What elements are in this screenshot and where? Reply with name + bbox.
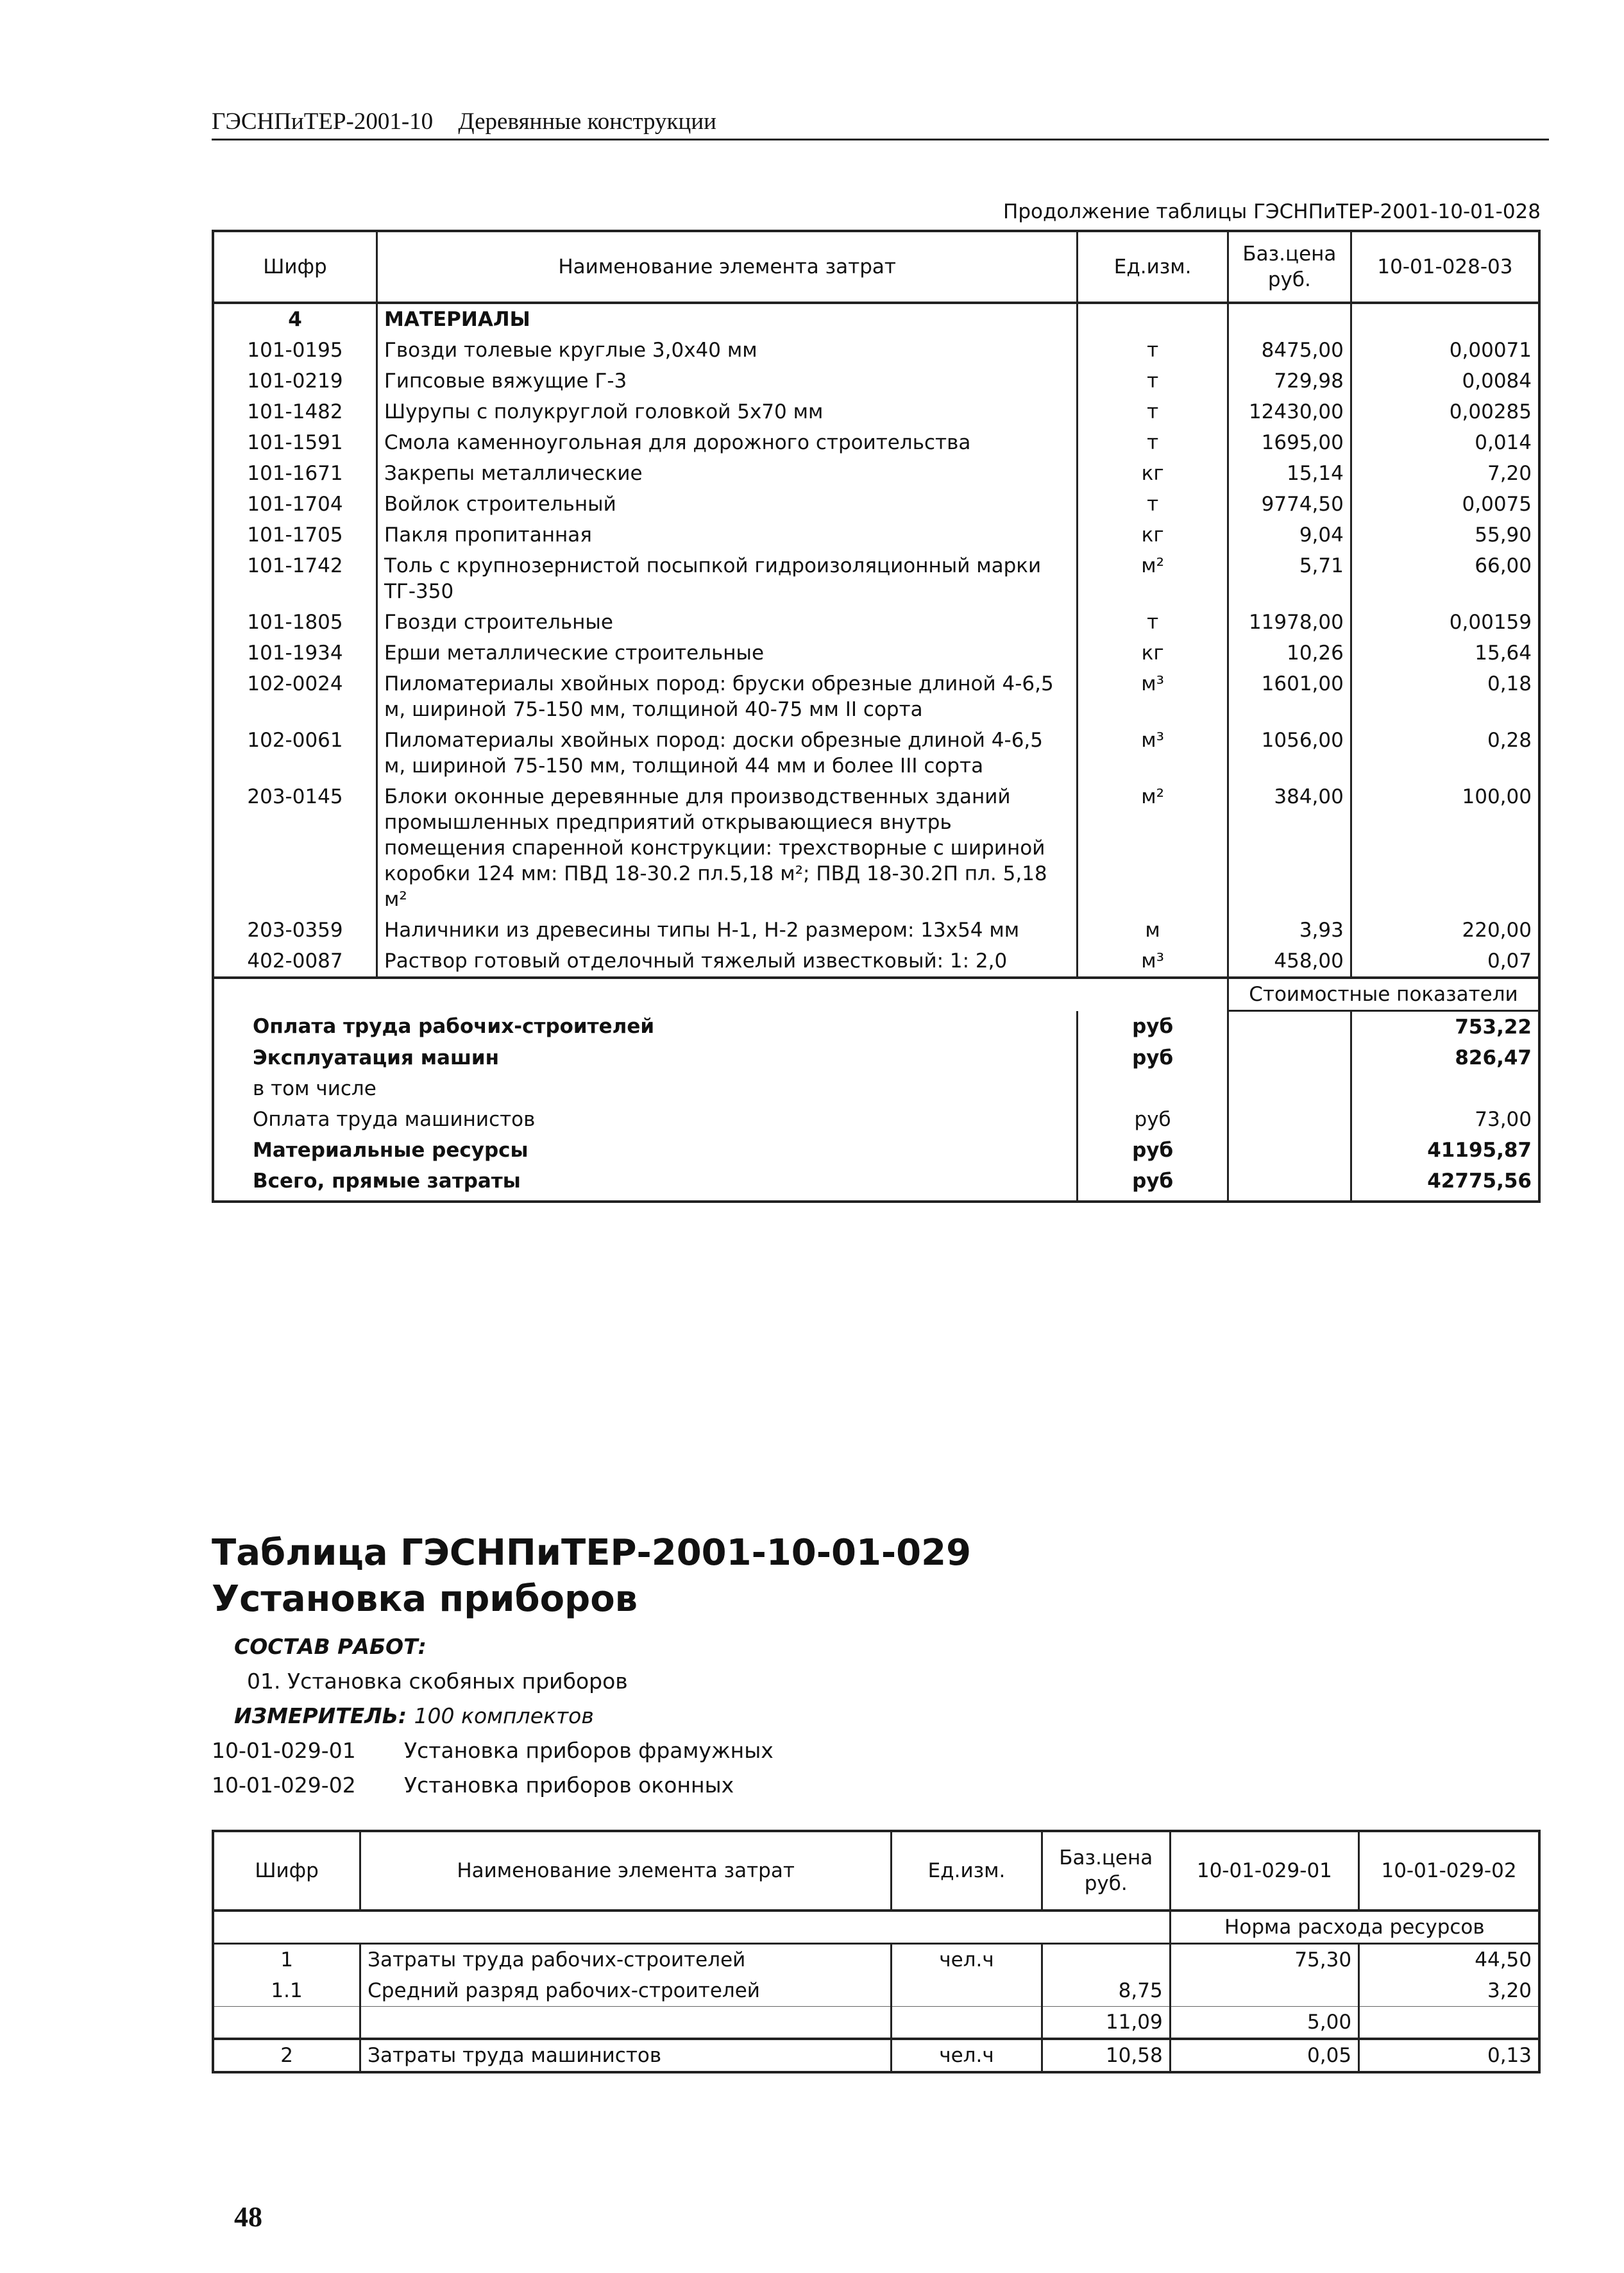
cell-name: Наличники из древесины типы Н-1, Н-2 размером: 13х54 мм <box>377 915 1078 946</box>
column-header: Шифр <box>213 231 377 303</box>
page-number: 48 <box>234 2201 262 2233</box>
cell-price: 729,98 <box>1228 366 1351 396</box>
cell-code: 102-0024 <box>213 668 377 725</box>
cell-price: 1056,00 <box>1228 725 1351 781</box>
page-header <box>212 108 1549 140</box>
table-row <box>213 2039 1539 2072</box>
table-row <box>213 725 1539 781</box>
norm-caption-row <box>213 1911 1539 1944</box>
table-row <box>213 2007 1539 2039</box>
cell-price: 1695,00 <box>1228 427 1351 458</box>
cell-value-01: 75,30 <box>1170 1944 1358 1976</box>
cell-price: 458,00 <box>1228 946 1351 978</box>
materials-table <box>212 230 1541 1203</box>
cell-value: 0,014 <box>1351 427 1539 458</box>
cell-name: Гвозди толевые круглые 3,0х40 мм <box>377 335 1078 366</box>
cell-name: Затраты труда машинистов <box>360 2039 892 2072</box>
cell-unit: м³ <box>1078 725 1228 781</box>
cell-code: 1 <box>213 1944 360 1976</box>
variant-line <box>212 1768 774 1803</box>
cell-unit: т <box>1078 366 1228 396</box>
cost-caption-spacer <box>213 978 1228 1011</box>
cell-value: 7,20 <box>1351 458 1539 489</box>
column-header: Наименование элемента затрат <box>377 231 1078 303</box>
cell-price <box>1042 1944 1170 1976</box>
cell-price: 8,75 <box>1042 1975 1170 2007</box>
cell-unit: т <box>1078 489 1228 520</box>
table-row <box>213 1975 1539 2007</box>
summary-unit: руб <box>1078 1135 1228 1166</box>
cell-price: 3,93 <box>1228 915 1351 946</box>
table-row <box>213 946 1539 978</box>
meter-label: ИЗМЕРИТЕЛЬ: <box>234 1703 407 1728</box>
summary-unit: руб <box>1078 1104 1228 1135</box>
cell-value: 100,00 <box>1351 781 1539 915</box>
cell-name: Пакля пропитанная <box>377 520 1078 550</box>
cell-unit <box>892 2007 1042 2039</box>
cell-price: 9774,50 <box>1228 489 1351 520</box>
cell-unit: чел.ч <box>892 1944 1042 1976</box>
summary-label: Материальные ресурсы <box>213 1135 1078 1166</box>
cell-code: 101-0195 <box>213 335 377 366</box>
summary-value: 753,22 <box>1351 1011 1539 1043</box>
table-row <box>213 781 1539 915</box>
cell-unit: т <box>1078 607 1228 638</box>
variant-name: Установка приборов фрамужных <box>404 1738 774 1763</box>
cell-value: 0,00071 <box>1351 335 1539 366</box>
column-header: Шифр <box>213 1831 360 1911</box>
table-row <box>213 396 1539 427</box>
column-header: Баз.цена руб. <box>1042 1831 1170 1911</box>
cell-code: 203-0359 <box>213 915 377 946</box>
cell-name: Раствор готовый отделочный тяжелый известковый: 1: 2,0 <box>377 946 1078 978</box>
cell-value: 0,00285 <box>1351 396 1539 427</box>
cell-price: 1601,00 <box>1228 668 1351 725</box>
summary-spacer <box>1228 1073 1351 1104</box>
cell-value: 0,07 <box>1351 946 1539 978</box>
cell-code: 1.1 <box>213 1975 360 2007</box>
summary-label: Оплата труда машинистов <box>213 1104 1078 1135</box>
cell-price: 9,04 <box>1228 520 1351 550</box>
summary-spacer <box>1228 1135 1351 1166</box>
column-header: 10-01-028-03 <box>1351 231 1539 303</box>
table-row <box>213 638 1539 668</box>
cell-code: 101-1482 <box>213 396 377 427</box>
cell-name: Закрепы металлические <box>377 458 1078 489</box>
summary-row <box>213 1135 1539 1166</box>
header-title: Деревянные конструкции <box>458 108 716 135</box>
header-code: ГЭСНПиТЕР-2001-10 <box>212 108 434 135</box>
cost-caption-row <box>213 978 1539 1011</box>
cell-unit: т <box>1078 396 1228 427</box>
table-row <box>213 489 1539 520</box>
cell-code: 402-0087 <box>213 946 377 978</box>
table1-caption: Продолжение таблицы ГЭСНПиТЕР-2001-10-01-028 <box>1003 200 1541 223</box>
table2-header-row <box>213 1831 1539 1911</box>
cell-unit: т <box>1078 335 1228 366</box>
table-row <box>213 607 1539 638</box>
cell-price: 10,26 <box>1228 638 1351 668</box>
column-header: Ед.изм. <box>1078 231 1228 303</box>
column-header: 10-01-029-01 <box>1170 1831 1358 1911</box>
summary-row <box>213 1073 1539 1104</box>
cell-code: 101-1671 <box>213 458 377 489</box>
cell-code <box>213 2007 360 2039</box>
cell-code: 102-0061 <box>213 725 377 781</box>
column-header: Ед.изм. <box>892 1831 1042 1911</box>
cell-name: Ерши металлические строительные <box>377 638 1078 668</box>
cost-caption: Стоимостные показатели <box>1228 978 1539 1011</box>
table-row <box>213 427 1539 458</box>
section-row <box>213 303 1539 335</box>
table-row <box>213 1944 1539 1976</box>
section-code: 4 <box>213 303 377 335</box>
summary-label: Оплата труда рабочих-строителей <box>213 1011 1078 1043</box>
cell-value: 0,0084 <box>1351 366 1539 396</box>
cell-unit: м² <box>1078 781 1228 915</box>
cell-value: 55,90 <box>1351 520 1539 550</box>
variant-name: Установка приборов оконных <box>404 1773 734 1798</box>
cell-name: Войлок строительный <box>377 489 1078 520</box>
cell-code: 2 <box>213 2039 360 2072</box>
cell-price: 11978,00 <box>1228 607 1351 638</box>
section-name: МАТЕРИАЛЫ <box>377 303 1078 335</box>
summary-label: Эксплуатация машин <box>213 1043 1078 1073</box>
table2-title-line1: Таблица ГЭСНПиТЕР-2001-10-01-029 <box>212 1532 972 1574</box>
summary-unit <box>1078 1073 1228 1104</box>
cell-value-02: 3,20 <box>1359 1975 1539 2007</box>
cell-code: 203-0145 <box>213 781 377 915</box>
cell-price: 15,14 <box>1228 458 1351 489</box>
summary-unit: руб <box>1078 1043 1228 1073</box>
table-row <box>213 458 1539 489</box>
summary-spacer <box>1228 1011 1351 1043</box>
meter-value: 100 комплектов <box>414 1703 594 1728</box>
variant-line <box>212 1733 774 1768</box>
column-header: 10-01-029-02 <box>1359 1831 1539 1911</box>
cell-name: Блоки оконные деревянные для производственных зданий промышленных предприятий открывающиеся внутрь помещения спаренной конструкции: трехстворные с шириной коробки 124 мм: ПВД 18-30.2 пл.5,18 м²; ПВД 18-30.2П пл. 5,18 м² <box>377 781 1078 915</box>
cell-unit: кг <box>1078 520 1228 550</box>
cell-value: 220,00 <box>1351 915 1539 946</box>
table1-header-row <box>213 231 1539 303</box>
devices-table <box>212 1830 1541 2073</box>
table-row <box>213 366 1539 396</box>
column-header: Наименование элемента затрат <box>360 1831 892 1911</box>
cell-price: 8475,00 <box>1228 335 1351 366</box>
cell-value-01: 5,00 <box>1170 2007 1358 2039</box>
cell-unit: кг <box>1078 638 1228 668</box>
cell-value: 0,28 <box>1351 725 1539 781</box>
summary-row <box>213 1011 1539 1043</box>
cell-name: Гвозди строительные <box>377 607 1078 638</box>
cell-code: 101-1704 <box>213 489 377 520</box>
cell-name <box>360 2007 892 2039</box>
table-row <box>213 335 1539 366</box>
summary-row <box>213 1104 1539 1135</box>
summary-label: в том числе <box>213 1073 1078 1104</box>
cell-value-02: 44,50 <box>1359 1944 1539 1976</box>
cell-unit: чел.ч <box>892 2039 1042 2072</box>
summary-spacer <box>1228 1166 1351 1202</box>
table-row <box>213 915 1539 946</box>
cell-name: Затраты труда рабочих-строителей <box>360 1944 892 1976</box>
table2-title <box>212 1530 971 1622</box>
summary-value: 73,00 <box>1351 1104 1539 1135</box>
summary-value: 41195,87 <box>1351 1135 1539 1166</box>
table-row <box>213 550 1539 607</box>
summary-spacer <box>1228 1104 1351 1135</box>
cell-price: 11,09 <box>1042 2007 1170 2039</box>
cell-name: Средний разряд рабочих-строителей <box>360 1975 892 2007</box>
summary-value <box>1351 1073 1539 1104</box>
cell-price: 384,00 <box>1228 781 1351 915</box>
cell-value: 66,00 <box>1351 550 1539 607</box>
cell-code: 101-1591 <box>213 427 377 458</box>
summary-label: Всего, прямые затраты <box>213 1166 1078 1202</box>
table-row <box>213 668 1539 725</box>
cell-value-01: 0,05 <box>1170 2039 1358 2072</box>
work-composition-item: 01. Установка скобяных приборов <box>247 1669 628 1694</box>
summary-row <box>213 1043 1539 1073</box>
cell-unit <box>892 1975 1042 2007</box>
summary-value: 826,47 <box>1351 1043 1539 1073</box>
cell-unit: м <box>1078 915 1228 946</box>
cell-code: 101-1805 <box>213 607 377 638</box>
cell-name: Толь с крупнозернистой посыпкой гидроизоляционный марки ТГ-350 <box>377 550 1078 607</box>
cell-price: 12430,00 <box>1228 396 1351 427</box>
cell-value-01 <box>1170 1975 1358 2007</box>
cell-name: Смола каменноугольная для дорожного строительства <box>377 427 1078 458</box>
cell-unit: м³ <box>1078 668 1228 725</box>
cell-unit: м² <box>1078 550 1228 607</box>
norm-caption: Норма расхода ресурсов <box>1170 1911 1539 1944</box>
cell-value: 0,0075 <box>1351 489 1539 520</box>
cell-code: 101-1742 <box>213 550 377 607</box>
table-row <box>213 520 1539 550</box>
cell-unit: т <box>1078 427 1228 458</box>
variant-code: 10-01-029-02 <box>212 1773 356 1798</box>
cell-value: 15,64 <box>1351 638 1539 668</box>
cell-price: 5,71 <box>1228 550 1351 607</box>
cell-value-02 <box>1359 2007 1539 2039</box>
cell-name: Шурупы с полукруглой головкой 5х70 мм <box>377 396 1078 427</box>
cell-unit: кг <box>1078 458 1228 489</box>
cell-value: 0,18 <box>1351 668 1539 725</box>
cell-value: 0,00159 <box>1351 607 1539 638</box>
cell-name: Пиломатериалы хвойных пород: доски обрезные длиной 4-6,5 м, шириной 75-150 мм, толщиной 44 мм и более III сорта <box>377 725 1078 781</box>
column-header: Баз.цена руб. <box>1228 231 1351 303</box>
cell-name: Гипсовые вяжущие Г-3 <box>377 366 1078 396</box>
cell-code: 101-1934 <box>213 638 377 668</box>
cell-code: 101-0219 <box>213 366 377 396</box>
summary-value: 42775,56 <box>1351 1166 1539 1202</box>
summary-unit: руб <box>1078 1166 1228 1202</box>
work-description <box>212 1630 774 1803</box>
meter-line <box>212 1699 774 1733</box>
cell-name: Пиломатериалы хвойных пород: бруски обрезные длиной 4-6,5 м, шириной 75-150 мм, толщиной 40-75 мм II сорта <box>377 668 1078 725</box>
variant-code: 10-01-029-01 <box>212 1738 356 1763</box>
work-composition-label: СОСТАВ РАБОТ: <box>234 1634 427 1659</box>
cell-code: 101-1705 <box>213 520 377 550</box>
summary-unit: руб <box>1078 1011 1228 1043</box>
summary-spacer <box>1228 1043 1351 1073</box>
cell-unit: м³ <box>1078 946 1228 978</box>
cell-price: 10,58 <box>1042 2039 1170 2072</box>
table2-title-line2: Установка приборов <box>212 1578 638 1620</box>
cell-value-02: 0,13 <box>1359 2039 1539 2072</box>
summary-row <box>213 1166 1539 1202</box>
